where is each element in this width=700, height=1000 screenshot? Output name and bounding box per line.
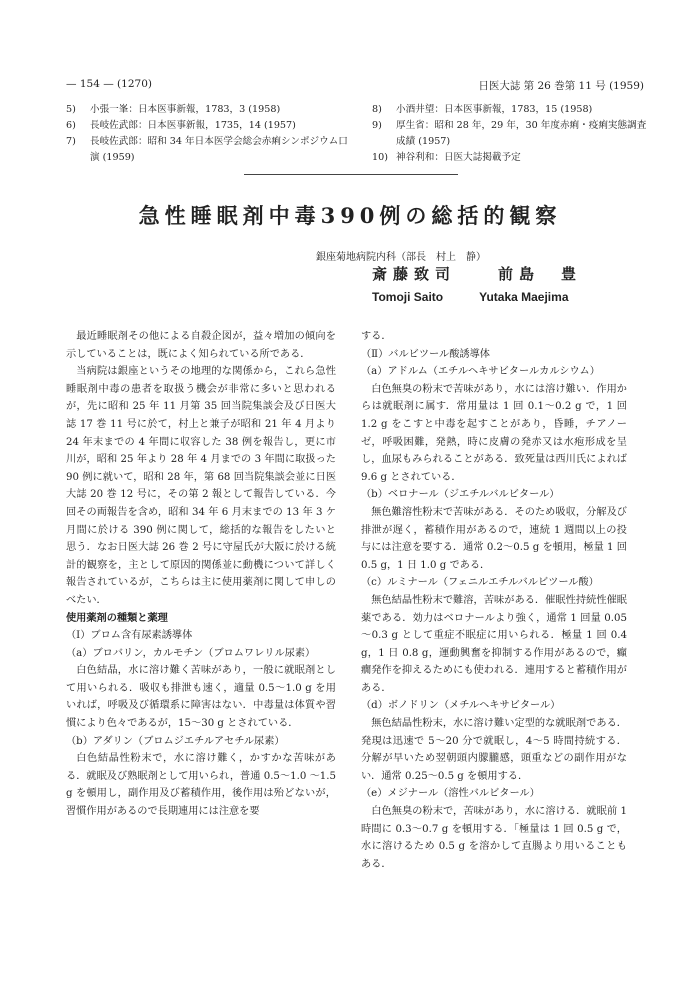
reference-number: 7)	[66, 136, 76, 147]
body-paragraph: （d）ボノドリン（メチルヘキサビタール）	[361, 700, 561, 712]
body-column-right	[361, 328, 627, 873]
body-paragraph: 当病院は銀座というその地理的な関係から，これら急性睡眠剤中毒の患者を取扱う機会が非常に多いと思われるが，先に昭和 25 年 11 月第 35 回当院集談会及び日医大誌 17 巻 11 号に於て，村上と兼子が昭和 21 年 4 月より 24 年末までの 4 年間に収容した 38 例を報告し，更に市川が，昭和 25 年より 28 年 4 月までの 3 年間に取扱った 90 例に就いて，昭和 28 年，第 68 回当院集談会並に日医大誌 20 巻 12 号に，その第 2 報として報告している．今回その両報告を含め，昭和 34 年 6 月末までの 13 年 3 ケ月間に於ける 390 例に関して，総括的な報告をしたいと思う．なお日医大誌 26 巻 2 号に守屋氏が大阪に於ける統計的観察を，主として原因的関係並に動機について詳しく報告されているが，こちらは主に使用薬剤に関して申しのべたい．	[66, 366, 336, 606]
body-paragraph: （a）ブロバリン，カルモチン（ブロムワレリル尿素）	[66, 647, 316, 659]
body-paragraph: 無色難溶性粉末で苦味がある．そのため吸収，分解及び排泄が遅く，蓄積作用があるので，連続 1 週間以上の投与には注意を要する．通常 0.2～0.5 g を頓用，極量 1 回 0.5 g，1 日 1.0 g である．	[361, 506, 627, 571]
reference-item	[372, 102, 652, 118]
body-paragraph: （a）アドルム（エチルヘキサビタールカルシウム）	[361, 366, 600, 378]
page-number-header: — 154 — (1270)	[66, 78, 152, 90]
reference-number: 10)	[372, 152, 388, 163]
section-divider	[244, 174, 458, 175]
body-paragraph: （Ⅰ）ブロム含有尿素誘導体	[66, 630, 193, 642]
reference-text: 小張一峯：日本医事新報，1783，3 (1958)	[90, 104, 281, 115]
reference-number: 6)	[66, 120, 76, 131]
body-paragraph: 無色結晶性粉末で難溶，苦味がある．催眠性持続性催眠薬である．効力はベロナールより強く，通常 1 回量 0.05～0.3 g として重症不眠症に用いられる．極量 1 回 0.4 g，1 日 0.8 g，運動興奮を抑制する作用があるので，癲癇発作を抑えるためにも使われる．連用すると蓄積作用がある．	[361, 594, 627, 694]
reference-text: 厚生省：昭和 28 年，29 年，30 年度赤痢・疫痢実態調査成績 (1957)	[396, 120, 647, 147]
reference-number: 5)	[66, 104, 76, 115]
reference-text: 神谷利和：日医大誌掲載予定	[396, 152, 521, 163]
author-names-english: Tomoji Saito Yutaka Maejima	[372, 290, 569, 304]
body-paragraph: 白色無臭の粉末で苦味があり，水には溶け難い．作用からは就眠剤に属す．常用量は 1 回 0.1～0.2 g で，1 回 1.2 g をこすと中毒を起すことがあり，昏睡，チアノーゼ，呼吸困難，発熱，時に皮膚の発赤又は水疱形成を呈し，血尿もみられることがある．致死量は西川氏によれば 9.6 g とされている．	[361, 383, 627, 483]
body-paragraph: 白色無臭の粉末で，苦味があり，水に溶ける．就眠前 1 時間に 0.3～0.7 g を頓用する．「極量は 1 回 0.5 g で，水に溶けるため 0.5 g を溶かして直腸より用いることもある．	[361, 806, 627, 870]
body-paragraph: 最近睡眠剤その他による自殺企図が，益々増加の傾向を示していることは，既によく知られている所である．	[66, 331, 336, 360]
reference-list-left	[66, 102, 356, 166]
reference-number: 9)	[372, 120, 382, 131]
body-paragraph: （Ⅱ）バルビツール酸誘導体	[361, 348, 490, 360]
article-title: 急性睡眠剤中毒390例の総括的観察	[138, 203, 562, 228]
body-paragraph: （c）ルミナール（フェニルエチルバルビツール酸）	[361, 577, 599, 589]
reference-list-right	[372, 102, 652, 166]
reference-text: 長岐佐武郎：日本医事新報，1735，14 (1957)	[90, 120, 296, 131]
body-paragraph: （b）アダリン（ブロムジエチルアセチル尿素）	[66, 735, 285, 747]
body-paragraph: （b）ベロナール（ジエチルバルビタール）	[361, 489, 560, 501]
reference-item	[372, 118, 652, 150]
reference-item	[66, 118, 356, 134]
body-paragraph: 白色結晶性粉末で，水に溶け難く，かすかな苦味がある．就眠及び熟眠剤として用いられ，普通 0.5～1.0 ～1.5 g を頓用し，副作用及び蓄積作用，後作用は殆どないが，習慣作用があるので長期連用には注意を要	[66, 753, 336, 818]
reference-item	[372, 150, 652, 166]
reference-item	[66, 134, 356, 166]
body-paragraph: （e）メジナール（溶性バルビタール）	[361, 788, 540, 800]
reference-text: 長岐佐武郎：昭和 34 年日本医学会総会赤痢シンポジウム口演 (1959)	[90, 136, 348, 163]
author-names-japanese: 斎藤致司 前島 豊	[372, 265, 583, 283]
section-heading: 使用薬剤の種類と薬理	[66, 611, 168, 624]
body-column-left	[66, 328, 336, 821]
body-paragraph: 無色結晶性粉末，水に溶け難い定型的な就眠剤である．発現は迅速で 5～20 分で就眠し，4～5 時間持続する．分解が早いため翌朝頭内朦朧感，頭重などの副作用がない．通常 0.25～0.5 g を頓用する．	[361, 718, 627, 782]
reference-number: 8)	[372, 104, 382, 115]
author-affiliation: 銀座菊地病院内科（部長 村上 静）	[316, 252, 486, 263]
reference-item	[66, 102, 356, 118]
body-paragraph: 白色結晶，水に溶け難く苦味があり，一般に就眠剤として用いられる．吸収も排泄も速く，適量 0.5～1.0 g を用いれば，呼吸及び循環系に障害はない．中毒量は体質や習慣により色々であるが，15～30 g とされている．	[66, 665, 336, 730]
journal-citation-header: 日医大誌 第 26 巻第 11 号 (1959)	[478, 80, 644, 92]
body-paragraph: する．	[361, 331, 392, 342]
reference-text: 小酒井望：日本医事新報，1783，15 (1958)	[396, 104, 593, 115]
